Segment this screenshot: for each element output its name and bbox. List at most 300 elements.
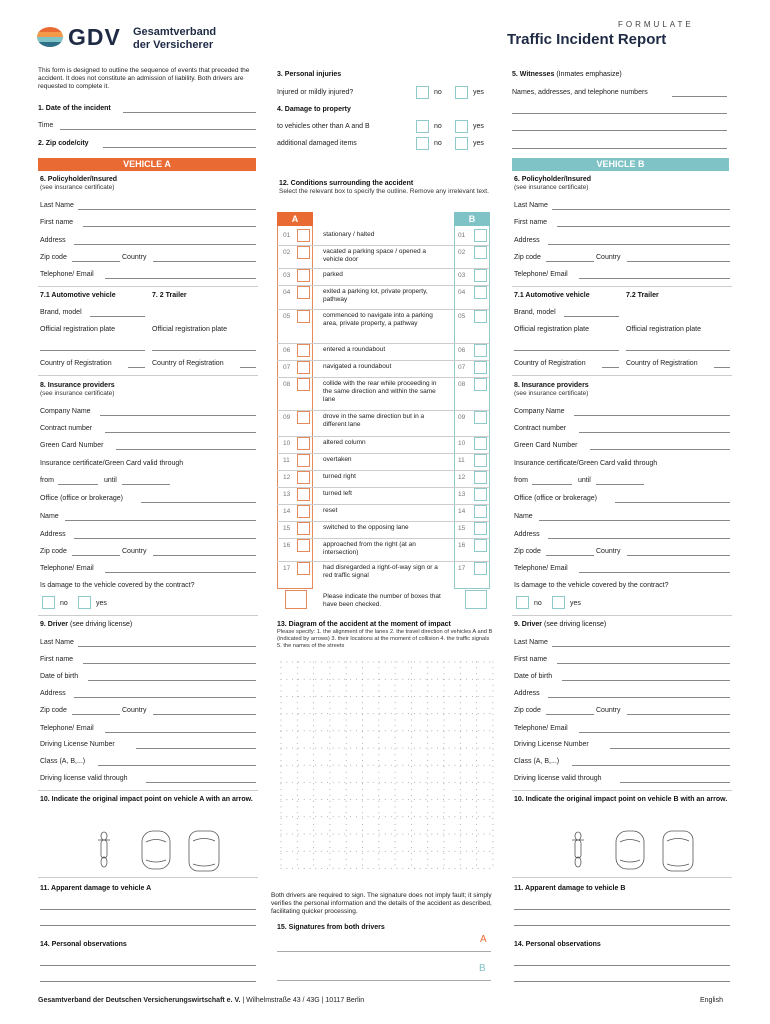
condition-12-a-checkbox[interactable]: [297, 471, 310, 484]
a-contract-label: Contract number: [40, 425, 93, 432]
logo-text: GDV: [68, 24, 121, 50]
condition-11-text: overtaken: [323, 456, 352, 463]
condition-15-text: switched to the opposing lane: [323, 524, 409, 531]
a-first-name-label: First name: [40, 219, 74, 226]
b-impact-vehicle-drawing[interactable]: [568, 828, 698, 873]
b-covered-no-checkbox[interactable]: [516, 596, 529, 609]
a-dob-field[interactable]: [88, 680, 256, 681]
b-brand-model-label: Brand, model: [514, 309, 556, 316]
condition-02-b-checkbox[interactable]: [474, 246, 487, 259]
conditions-sub: Select the relevant box to specify the outline. Remove any irrelevant text.: [279, 188, 489, 195]
b-trailer-country-reg-field[interactable]: [714, 367, 730, 368]
condition-10-b-checkbox[interactable]: [474, 437, 487, 450]
condition-17-b-checkbox[interactable]: [474, 562, 487, 575]
b-zip-code-label: Zip code: [514, 254, 541, 261]
condition-11-a-number: 11: [283, 457, 290, 464]
additional-items-label: additional damaged items: [277, 140, 357, 147]
condition-15-a-checkbox[interactable]: [297, 522, 310, 535]
b-country-label: Country: [596, 254, 621, 261]
condition-13-text: turned left: [323, 490, 352, 497]
a-driver-title: 9. Driver (see driving license): [40, 621, 133, 628]
zip-city-label: 2. Zip code/city: [38, 140, 89, 147]
a-ins-country-field[interactable]: [153, 555, 256, 556]
b-zip-code-field[interactable]: [546, 261, 594, 262]
a-driver-zip-field[interactable]: [72, 714, 120, 715]
condition-01-text: stationary / halted: [323, 231, 375, 238]
b-policyholder-title: 6. Policyholder/Insured: [514, 176, 592, 183]
condition-03-a-number: 03: [283, 272, 291, 279]
condition-01-b-number: 01: [458, 232, 466, 239]
additional-no-label: no: [434, 140, 442, 147]
a-ins-telephone-field[interactable]: [105, 572, 256, 573]
signature-a-field[interactable]: [277, 951, 491, 952]
condition-14-b-checkbox[interactable]: [474, 505, 487, 518]
condition-14-a-checkbox[interactable]: [297, 505, 310, 518]
b-driver-title: 9. Driver (see driving license): [514, 621, 607, 628]
a-from-field[interactable]: [58, 484, 98, 485]
condition-01-a-checkbox[interactable]: [297, 229, 310, 242]
other-vehicles-yes-label: yes: [473, 123, 484, 130]
diagram-title: 13. Diagram of the accident at the moment of impact: [277, 621, 451, 628]
a-insurance-sub: (see insurance certificate): [40, 390, 115, 397]
a-covered-no-checkbox[interactable]: [42, 596, 55, 609]
condition-05-b-checkbox[interactable]: [474, 310, 487, 323]
b-observations-title: 14. Personal observations: [514, 941, 601, 948]
a-trailer-plate-field[interactable]: [152, 350, 256, 351]
form-kicker: FORMULATE: [618, 20, 694, 29]
a-damage-title: 11. Apparent damage to vehicle A: [40, 885, 152, 892]
condition-05-b-number: 05: [458, 313, 466, 320]
condition-08-text: collide with the rear while proceeding in the same direction and within the same lane: [323, 380, 437, 403]
condition-13-b-checkbox[interactable]: [474, 488, 487, 501]
condition-10-text: altered column: [323, 439, 366, 446]
b-license-number-field[interactable]: [610, 748, 730, 749]
b-contract-label: Contract number: [514, 425, 567, 432]
condition-02-a-checkbox[interactable]: [297, 246, 310, 259]
b-license-number-label: Driving License Number: [514, 741, 589, 748]
a-last-name-label: Last Name: [40, 202, 74, 209]
a-address-field[interactable]: [74, 244, 256, 245]
a-ins-zip-label: Zip code: [40, 548, 67, 555]
a-class-field[interactable]: [98, 765, 256, 766]
a-last-name-field[interactable]: [78, 209, 256, 210]
a-first-name-field[interactable]: [83, 226, 256, 227]
a-country-label: Country: [122, 254, 147, 261]
a-ins-country-label: Country: [122, 548, 147, 555]
condition-09-a-number: 09: [283, 414, 291, 421]
footer-language: English: [700, 997, 723, 1004]
b-driver-telephone-label: Telephone/ Email: [514, 725, 568, 732]
signatures-note: Both drivers are required to sign. The signature does not imply fault; it simply verifies the personal information and the details of the accident as described, facilitating quicker processing.: [271, 892, 492, 915]
b-trailer-country-reg-label: Country of Registration: [626, 360, 698, 367]
b-driver-country-label: Country: [596, 707, 621, 714]
time-label: Time: [38, 122, 54, 129]
b-license-valid-field[interactable]: [620, 782, 730, 783]
b-until-label: until: [578, 477, 591, 484]
injured-no-label: no: [434, 89, 442, 96]
a-dob-label: Date of birth: [40, 673, 79, 680]
a-from-label: from: [40, 477, 54, 484]
condition-13-a-checkbox[interactable]: [297, 488, 310, 501]
b-from-label: from: [514, 477, 528, 484]
conditions-title: 12. Conditions surrounding the accident: [279, 180, 414, 187]
org-name-line1: Gesamtverband: [133, 26, 217, 38]
a-address-label: Address: [40, 237, 66, 244]
condition-05-text: commenced to navigate into a parking area, private property, a pathway: [323, 312, 433, 327]
b-last-name-field[interactable]: [552, 209, 730, 210]
vehicle-b-column: [512, 0, 732, 1024]
conditions-count-text: Please indicate the number of boxes that have been checked.: [323, 593, 441, 608]
b-driver-first-name-label: First name: [514, 656, 548, 663]
b-ins-valid-label: Insurance certificate/Green Card valid through: [514, 460, 658, 467]
a-plate-field[interactable]: [40, 350, 145, 351]
diagram-sub: Please specify: 1. the alignment of the lanes 2. the travel direction of vehicles A and B (indicated by arrows) 3. their locations at the moment of collision 4. the traffic signals 5. the names of the streets: [277, 629, 493, 649]
condition-10-a-checkbox[interactable]: [297, 437, 310, 450]
a-covered-no-label: no: [60, 600, 68, 607]
other-vehicles-label: to vehicles other than A and B: [277, 123, 370, 130]
b-covered-no-label: no: [534, 600, 542, 607]
a-ins-address-field[interactable]: [74, 538, 256, 539]
condition-07-b-checkbox[interactable]: [474, 361, 487, 374]
a-policyholder-sub: (see insurance certificate): [40, 184, 115, 191]
a-covered-label: Is damage to the vehicle covered by the contract?: [40, 582, 195, 589]
b-last-name-label: Last Name: [514, 202, 548, 209]
signature-b-label: B: [479, 963, 486, 974]
condition-04-text: exited a parking lot, private property, pathway: [323, 288, 428, 303]
injured-yes-checkbox[interactable]: [455, 86, 468, 99]
a-name-label: Name: [40, 513, 59, 520]
b-driver-zip-field[interactable]: [546, 714, 594, 715]
condition-11-a-checkbox[interactable]: [297, 454, 310, 467]
b-country-field[interactable]: [627, 261, 730, 262]
b-green-card-field[interactable]: [590, 449, 730, 450]
b-damage-title: 11. Apparent damage to vehicle B: [514, 885, 626, 892]
a-damage-field-1[interactable]: [40, 909, 256, 910]
a-plate-label: Official registration plate: [40, 326, 115, 333]
a-license-number-field[interactable]: [136, 748, 256, 749]
condition-17-b-number: 17: [458, 565, 466, 572]
b-ins-country-field[interactable]: [627, 555, 730, 556]
a-trailer-country-reg-label: Country of Registration: [152, 360, 224, 367]
b-plate-field[interactable]: [514, 350, 619, 351]
witnesses-label: 5. Witnesses (Inmates emphasize): [512, 71, 622, 78]
b-observations-field-1[interactable]: [514, 965, 730, 966]
a-driver-address-field[interactable]: [74, 697, 256, 698]
b-insurance-sub: (see insurance certificate): [514, 390, 589, 397]
condition-03-b-number: 03: [458, 272, 466, 279]
condition-06-b-number: 06: [458, 347, 466, 354]
b-from-field[interactable]: [532, 484, 572, 485]
condition-14-text: reset: [323, 507, 338, 514]
a-country-reg-field[interactable]: [128, 367, 145, 368]
additional-yes-checkbox[interactable]: [455, 137, 468, 150]
b-trailer-plate-label: Official registration plate: [626, 326, 701, 333]
condition-12-text: turned right: [323, 473, 356, 480]
a-name-field[interactable]: [65, 520, 256, 521]
injuries-label: 3. Personal injuries: [277, 71, 342, 78]
a-until-label: until: [104, 477, 117, 484]
condition-01-b-checkbox[interactable]: [474, 229, 487, 242]
condition-09-b-number: 09: [458, 414, 466, 421]
condition-07-a-checkbox[interactable]: [297, 361, 310, 374]
a-telephone-field[interactable]: [105, 278, 256, 279]
a-until-field[interactable]: [122, 484, 170, 485]
b-license-valid-label: Driving license valid through: [514, 775, 602, 782]
b-covered-label: Is damage to the vehicle covered by the contract?: [514, 582, 669, 589]
condition-17-text: had disregarded a right-of-way sign or a red traffic signal: [323, 564, 438, 579]
b-damage-field-2[interactable]: [514, 925, 730, 926]
a-brand-model-field[interactable]: [90, 316, 145, 317]
b-ins-zip-label: Zip code: [514, 548, 541, 555]
a-green-card-label: Green Card Number: [40, 442, 104, 449]
condition-06-a-number: 06: [283, 347, 291, 354]
injured-no-checkbox[interactable]: [416, 86, 429, 99]
b-driver-country-field[interactable]: [627, 714, 730, 715]
additional-yes-label: yes: [473, 140, 484, 147]
b-trailer-label: 7.2 Trailer: [626, 292, 659, 299]
condition-14-a-number: 14: [283, 508, 291, 515]
other-vehicles-yes-checkbox[interactable]: [455, 120, 468, 133]
b-class-field[interactable]: [572, 765, 730, 766]
condition-04-a-checkbox[interactable]: [297, 286, 310, 299]
conditions-count-a[interactable]: [285, 590, 307, 609]
a-zip-code-field[interactable]: [72, 261, 120, 262]
b-ins-address-field[interactable]: [548, 538, 730, 539]
a-driver-sub: (see driving license): [69, 621, 133, 628]
b-damage-field-1[interactable]: [514, 909, 730, 910]
page-title: Traffic Incident Report: [507, 31, 667, 48]
condition-08-a-checkbox[interactable]: [297, 378, 310, 391]
b-driver-address-field[interactable]: [548, 697, 730, 698]
condition-04-b-number: 04: [458, 289, 466, 296]
diagram-grid[interactable]: [277, 656, 495, 871]
other-vehicles-no-label: no: [434, 123, 442, 130]
b-class-label: Class (A, B,...): [514, 758, 560, 765]
condition-16-text: approached from the right (at an intersection): [323, 541, 416, 556]
condition-02-a-number: 02: [283, 249, 291, 256]
vehicle-a-header: VEHICLE A: [38, 158, 256, 171]
a-driver-first-name-label: First name: [40, 656, 74, 663]
condition-12-b-checkbox[interactable]: [474, 471, 487, 484]
date-label: 1. Date of the incident: [38, 105, 111, 112]
b-ins-address-label: Address: [514, 531, 540, 538]
condition-09-b-checkbox[interactable]: [474, 411, 487, 424]
condition-04-a-number: 04: [283, 289, 291, 296]
b-driver-zip-label: Zip code: [514, 707, 541, 714]
condition-14-b-number: 14: [458, 508, 466, 515]
condition-15-a-number: 15: [283, 525, 291, 532]
a-driver-country-field[interactable]: [153, 714, 256, 715]
a-covered-yes-label: yes: [96, 600, 107, 607]
a-class-label: Class (A, B,...): [40, 758, 86, 765]
b-impact-title: 10. Indicate the original impact point on vehicle B with an arrow.: [514, 796, 728, 803]
condition-17-a-number: 17: [283, 565, 291, 572]
b-first-name-field[interactable]: [557, 226, 730, 227]
damage-property-label: 4. Damage to property: [277, 106, 351, 113]
b-first-name-label: First name: [514, 219, 548, 226]
signatures-title: 15. Signatures from both drivers: [277, 924, 385, 931]
b-ins-telephone-label: Telephone/ Email: [514, 565, 568, 572]
b-name-label: Name: [514, 513, 533, 520]
vehicle-a-column: [38, 0, 258, 1024]
witnesses-sub: Names, addresses, and telephone numbers: [512, 89, 648, 96]
b-trailer-plate-field[interactable]: [626, 350, 730, 351]
condition-12-a-number: 12: [283, 474, 291, 481]
condition-12-b-number: 12: [458, 474, 466, 481]
b-green-card-label: Green Card Number: [514, 442, 578, 449]
additional-no-checkbox[interactable]: [416, 137, 429, 150]
a-impact-vehicle-drawing[interactable]: [94, 828, 224, 873]
condition-08-b-number: 08: [458, 381, 466, 388]
b-driver-telephone-field[interactable]: [579, 732, 730, 733]
condition-02-text: vacated a parking space / opened a vehicle door: [323, 248, 426, 263]
injured-label: Injured or mildly injured?: [277, 89, 354, 96]
condition-11-b-checkbox[interactable]: [474, 454, 487, 467]
b-ins-telephone-field[interactable]: [579, 572, 730, 573]
condition-05-a-number: 05: [283, 313, 291, 320]
condition-02-b-number: 02: [458, 249, 466, 256]
a-impact-title: 10. Indicate the original impact point on vehicle A with an arrow.: [40, 796, 253, 803]
b-address-field[interactable]: [548, 244, 730, 245]
b-telephone-label: Telephone/ Email: [514, 271, 568, 278]
condition-16-a-checkbox[interactable]: [297, 539, 310, 552]
b-brand-model-field[interactable]: [564, 316, 619, 317]
a-ins-valid-label: Insurance certificate/Green Card valid through: [40, 460, 184, 467]
a-insurance-title: 8. Insurance providers: [40, 382, 115, 389]
condition-09-text: drove in the same direction but in a different lane: [323, 413, 425, 428]
a-brand-model-label: Brand, model: [40, 309, 82, 316]
a-driver-last-name-field[interactable]: [78, 646, 256, 647]
condition-06-a-checkbox[interactable]: [297, 344, 310, 357]
b-policyholder-sub: (see insurance certificate): [514, 184, 589, 191]
condition-03-a-checkbox[interactable]: [297, 269, 310, 282]
signature-a-label: A: [480, 934, 487, 945]
b-country-reg-label: Country of Registration: [514, 360, 586, 367]
b-driver-sub: (see driving license): [543, 621, 607, 628]
conditions-count-b[interactable]: [465, 590, 487, 609]
condition-17-a-checkbox[interactable]: [297, 562, 310, 575]
b-covered-yes-checkbox[interactable]: [552, 596, 565, 609]
a-green-card-field[interactable]: [116, 449, 256, 450]
b-driver-address-label: Address: [514, 690, 540, 697]
condition-03-text: parked: [323, 271, 343, 278]
b-address-label: Address: [514, 237, 540, 244]
b-name-field[interactable]: [539, 520, 730, 521]
a-company-name-field[interactable]: [100, 415, 256, 416]
conditions-a-header: A: [277, 212, 313, 226]
footer-text: Gesamtverband der Deutschen Versicherungswirtschaft e. V. | Wilhelmstraße 43 / 43G | 10117 Berlin: [38, 997, 365, 1004]
b-company-name-label: Company Name: [514, 408, 565, 415]
b-automotive-label: 7.1 Automotive vehicle: [514, 292, 590, 299]
a-automotive-label: 7.1 Automotive vehicle: [40, 292, 116, 299]
b-telephone-field[interactable]: [579, 278, 730, 279]
a-driver-telephone-field[interactable]: [105, 732, 256, 733]
condition-16-b-number: 16: [458, 542, 466, 549]
vehicle-b-header: VEHICLE B: [512, 158, 729, 171]
a-trailer-label: 7. 2 Trailer: [152, 292, 187, 299]
condition-08-b-checkbox[interactable]: [474, 378, 487, 391]
b-driver-first-name-field[interactable]: [557, 663, 730, 664]
condition-06-text: entered a roundabout: [323, 346, 386, 353]
b-dob-field[interactable]: [562, 680, 730, 681]
a-ins-zip-field[interactable]: [72, 555, 120, 556]
a-damage-field-2[interactable]: [40, 925, 256, 926]
condition-05-a-checkbox[interactable]: [297, 310, 310, 323]
a-ins-address-label: Address: [40, 531, 66, 538]
a-ins-telephone-label: Telephone/ Email: [40, 565, 94, 572]
a-contract-field[interactable]: [105, 432, 256, 433]
a-driver-zip-label: Zip code: [40, 707, 67, 714]
intro-text: This form is designed to outline the sequence of events that preceded the accident. It does not constitute an admission of liability. Both drivers are requested to complete it.: [38, 67, 250, 90]
b-company-name-field[interactable]: [574, 415, 730, 416]
a-country-reg-label: Country of Registration: [40, 360, 112, 367]
b-covered-yes-label: yes: [570, 600, 581, 607]
a-office-label: Office (office or brokerage): [40, 495, 124, 502]
b-country-reg-field[interactable]: [602, 367, 619, 368]
b-office-field[interactable]: [615, 502, 730, 503]
condition-06-b-checkbox[interactable]: [474, 344, 487, 357]
condition-09-a-checkbox[interactable]: [297, 411, 310, 424]
b-observations-field-2[interactable]: [514, 981, 730, 982]
a-trailer-country-reg-field[interactable]: [240, 367, 256, 368]
b-contract-field[interactable]: [579, 432, 730, 433]
a-zip-code-label: Zip code: [40, 254, 67, 261]
a-office-field[interactable]: [141, 502, 256, 503]
b-ins-country-label: Country: [596, 548, 621, 555]
condition-16-b-checkbox[interactable]: [474, 539, 487, 552]
other-vehicles-no-checkbox[interactable]: [416, 120, 429, 133]
a-driver-first-name-field[interactable]: [83, 663, 256, 664]
condition-15-b-checkbox[interactable]: [474, 522, 487, 535]
a-license-valid-label: Driving license valid through: [40, 775, 128, 782]
a-driver-country-label: Country: [122, 707, 147, 714]
a-driver-telephone-label: Telephone/ Email: [40, 725, 94, 732]
signature-b-field[interactable]: [277, 980, 491, 981]
condition-10-b-number: 10: [458, 440, 466, 447]
b-plate-label: Official registration plate: [514, 326, 589, 333]
b-insurance-title: 8. Insurance providers: [514, 382, 589, 389]
b-driver-last-name-field[interactable]: [552, 646, 730, 647]
a-trailer-plate-label: Official registration plate: [152, 326, 227, 333]
a-observations-field-2[interactable]: [40, 981, 256, 982]
condition-10-a-number: 10: [283, 440, 291, 447]
a-country-field[interactable]: [153, 261, 256, 262]
condition-15-b-number: 15: [458, 525, 466, 532]
b-ins-zip-field[interactable]: [546, 555, 594, 556]
condition-07-a-number: 07: [283, 364, 291, 371]
a-policyholder-title: 6. Policyholder/Insured: [40, 176, 118, 183]
a-observations-field-1[interactable]: [40, 965, 256, 966]
condition-13-a-number: 13: [283, 491, 291, 498]
b-office-label: Office (office or brokerage): [514, 495, 598, 502]
a-driver-last-name-label: Last Name: [40, 639, 74, 646]
condition-04-b-checkbox[interactable]: [474, 286, 487, 299]
condition-16-a-number: 16: [283, 542, 291, 549]
a-license-valid-field[interactable]: [146, 782, 256, 783]
condition-07-text: navigated a roundabout: [323, 363, 392, 370]
b-driver-last-name-label: Last Name: [514, 639, 548, 646]
a-covered-yes-checkbox[interactable]: [78, 596, 91, 609]
a-company-name-label: Company Name: [40, 408, 91, 415]
b-until-field[interactable]: [596, 484, 644, 485]
org-name-line2: der Versicherer: [133, 39, 214, 51]
condition-13-b-number: 13: [458, 491, 466, 498]
a-license-number-label: Driving License Number: [40, 741, 115, 748]
condition-03-b-checkbox[interactable]: [474, 269, 487, 282]
injured-yes-label: yes: [473, 89, 484, 96]
condition-08-a-number: 08: [283, 381, 291, 388]
condition-11-b-number: 11: [458, 457, 465, 464]
